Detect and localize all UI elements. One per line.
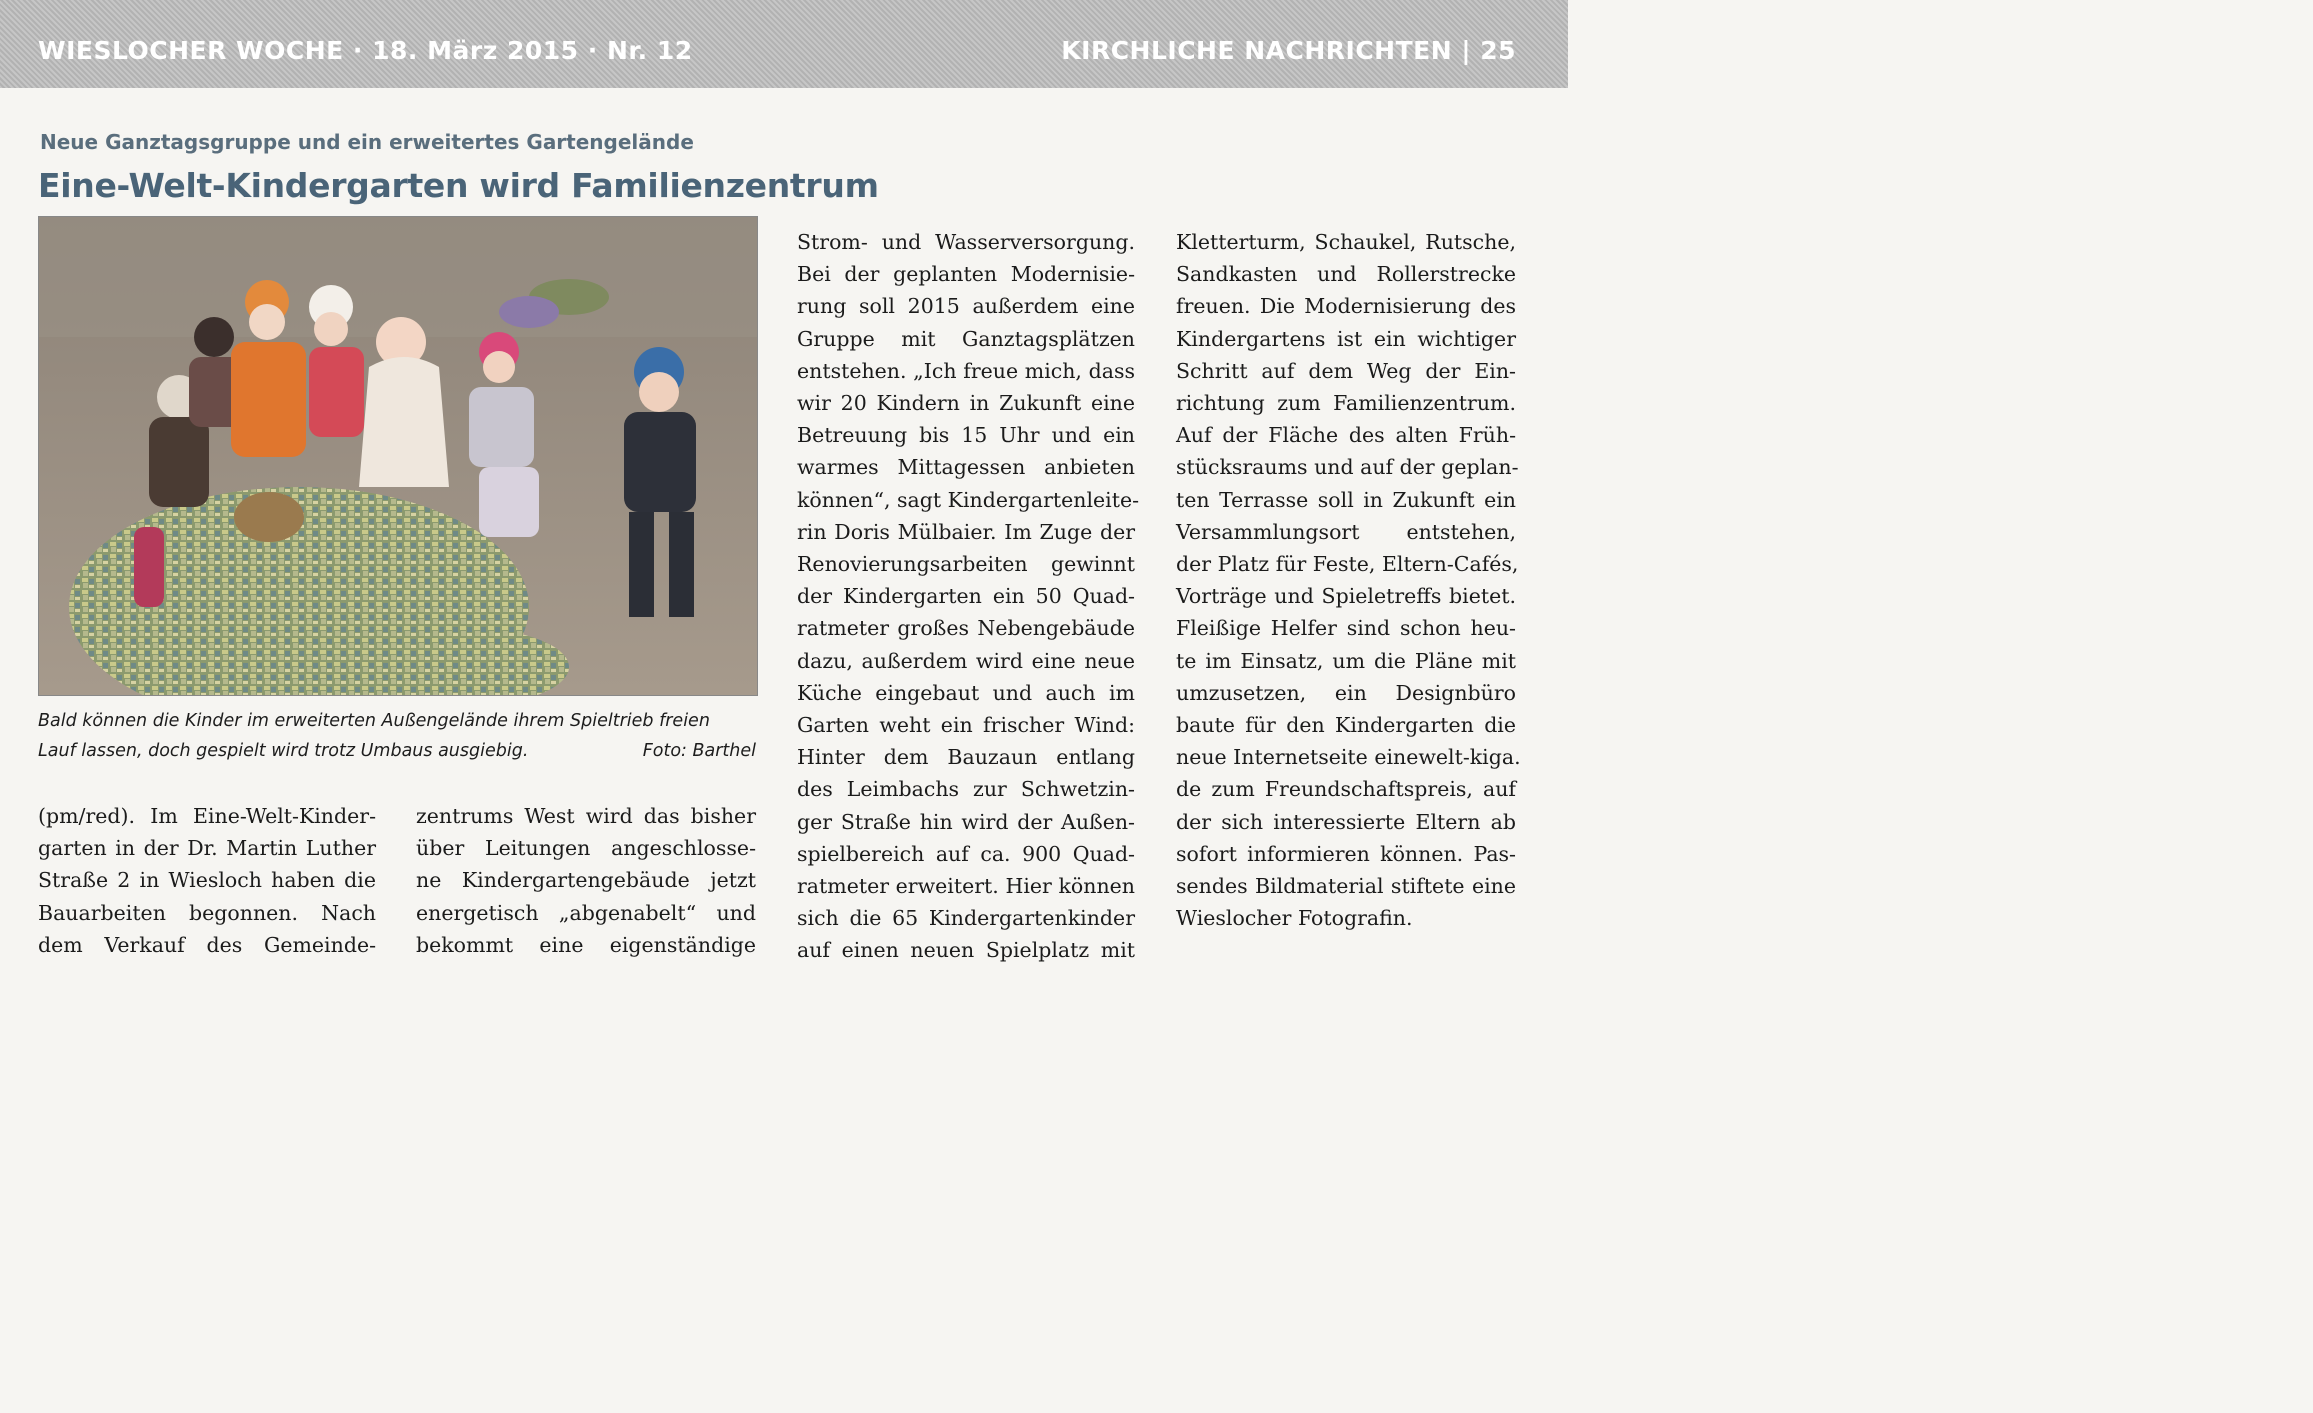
text-line: ratmeter erweitert. Hier können: [797, 874, 1135, 899]
text-line: Schritt auf dem Weg der Ein-: [1176, 358, 1516, 383]
section-page-label: KIRCHLICHE NACHRICHTEN | 25: [1061, 36, 1516, 65]
text-line: (pm/red). Im Eine-Welt-Kinder-: [38, 804, 376, 828]
article-headline: Eine-Welt-Kindergarten wird Familienzentrum: [38, 166, 879, 205]
text-line: Straße 2 in Wiesloch haben die: [38, 868, 376, 893]
text-line: der Platz für Feste, Eltern-Cafés,: [1176, 552, 1519, 577]
text-line: ratmeter großes Nebengebäude: [797, 616, 1135, 641]
page-header: [0, 0, 1568, 88]
caption-text: Lauf lassen, doch gespielt wird trotz Umbaus ausgiebig.: [38, 741, 529, 761]
text-line: Fleißige Helfer sind schon heu-: [1176, 616, 1516, 641]
article-kicker: Neue Ganztagsgruppe und ein erweitertes Gartengelände: [40, 130, 694, 154]
text-line: Auf der Fläche des alten Früh-: [1176, 423, 1516, 448]
text-line: Betreuung bis 15 Uhr und ein: [797, 423, 1135, 448]
text-line: Kindergartens ist ein wichtiger: [1176, 326, 1516, 351]
text-line: Vorträge und Spieletreffs bietet.: [1176, 584, 1516, 609]
text-line: Bauarbeiten begonnen. Nach: [38, 900, 376, 925]
text-line: te im Einsatz, um die Pläne mit: [1176, 648, 1516, 673]
text-line: warmes Mittagessen anbieten: [797, 455, 1135, 480]
text-line: Renovierungsarbeiten gewinnt: [797, 552, 1135, 577]
text-line: rin Doris Mülbaier. Im Zuge der: [797, 519, 1135, 544]
text-line: Küche eingebaut und auch im: [797, 680, 1135, 705]
text-line: spielbereich auf ca. 900 Quad-: [797, 841, 1135, 866]
text-line: Versammlungsort entstehen,: [1176, 519, 1516, 544]
text-line: neue Internetseite einewelt-kiga.: [1176, 745, 1521, 770]
text-line: Kletterturm, Schaukel, Rutsche,: [1176, 230, 1516, 254]
text-line: Garten weht ein frischer Wind:: [797, 713, 1135, 738]
text-line: ten Terrasse soll in Zukunft ein: [1176, 487, 1516, 512]
text-line: der sich interessierte Eltern ab: [1176, 809, 1516, 834]
caption-line-2: [38, 736, 756, 766]
text-line: baute für den Kindergarten die: [1176, 713, 1516, 738]
text-line: Strom- und Wasserversorgung.: [797, 230, 1135, 254]
text-line: Wieslocher Fotografin.: [1176, 906, 1413, 931]
text-line: wir 20 Kindern in Zukunft eine: [797, 391, 1135, 416]
text-line: sendes Bildmaterial stiftete eine: [1176, 874, 1516, 899]
text-line: Bei der geplanten Modernisie-: [797, 262, 1135, 287]
text-line: dem Verkauf des Gemeinde-: [38, 932, 376, 957]
children-on-mosaic-sculpture-photo: [39, 217, 757, 695]
text-line: der Kindergarten ein 50 Quad-: [797, 584, 1135, 609]
text-line: stücksraums und auf der geplan-: [1176, 455, 1519, 480]
photo-caption: [38, 706, 756, 766]
text-line: Gruppe mit Ganztagsplätzen: [797, 326, 1135, 351]
newspaper-issue-line: WIESLOCHER WOCHE · 18. März 2015 · Nr. 12: [38, 36, 693, 65]
article-photo: [38, 216, 758, 696]
text-line: ger Straße hin wird der Außen-: [797, 809, 1135, 834]
text-line: ne Kindergartengebäude jetzt: [416, 868, 756, 893]
text-line: über Leitungen angeschlosse-: [416, 836, 756, 861]
text-line: Hinter dem Bauzaun entlang: [797, 745, 1135, 770]
text-column-1: [38, 800, 376, 961]
text-line: entstehen. „Ich freue mich, dass: [797, 358, 1135, 383]
text-line: Sandkasten und Rollerstrecke: [1176, 262, 1516, 287]
text-line: freuen. Die Modernisierung des: [1176, 294, 1516, 319]
text-line: umzusetzen, ein Designbüro: [1176, 680, 1516, 705]
text-line: können“, sagt Kindergartenleite-: [797, 487, 1140, 512]
text-line: sofort informieren können. Pas-: [1176, 841, 1516, 866]
text-line: energetisch „abgenabelt“ und: [416, 900, 756, 925]
text-line: de zum Freundschaftspreis, auf: [1176, 777, 1516, 802]
text-line: des Leimbachs zur Schwetzin-: [797, 777, 1135, 802]
text-line: richtung zum Familienzentrum.: [1176, 391, 1516, 416]
text-line: auf einen neuen Spielplatz mit: [797, 938, 1135, 963]
text-line: bekommt eine eigenständige: [416, 932, 756, 957]
photo-credit: Foto: Barthel: [642, 741, 756, 761]
text-column-2: [416, 800, 756, 961]
caption-line-1: Bald können die Kinder im erweiterten Außengelände ihrem Spieltrieb freien: [38, 711, 710, 731]
text-line: dazu, außerdem wird eine neue: [797, 648, 1135, 673]
text-line: sich die 65 Kindergartenkinder: [797, 906, 1135, 931]
text-column-4: [1176, 226, 1521, 934]
text-line: garten in der Dr. Martin Luther: [38, 836, 376, 861]
text-line: zentrums West wird das bisher: [416, 804, 756, 828]
text-line: rung soll 2015 außerdem eine: [797, 294, 1135, 319]
text-column-3: [797, 226, 1140, 967]
